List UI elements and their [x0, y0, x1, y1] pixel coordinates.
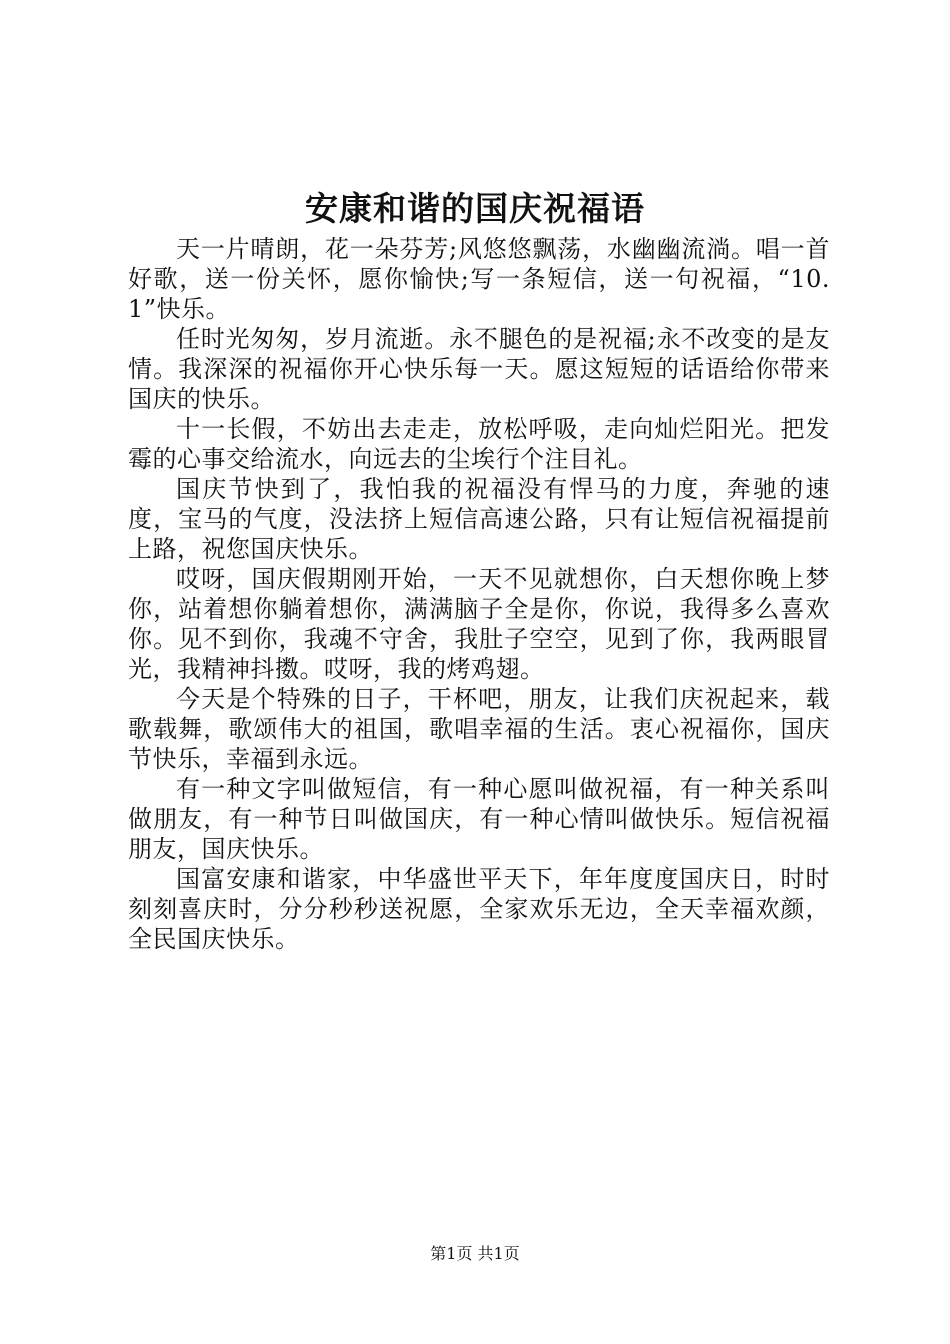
paragraph-8: 国富安康和谐家，中华盛世平天下，年年度度国庆日，时时刻刻喜庆时，分分秒秒送祝愿，全家欢乐无边，全天幸福欢颜，全民国庆快乐。 — [128, 865, 830, 953]
paragraph-3: 十一长假，不妨出去走走，放松呼吸，走向灿烂阳光。把发霉的心事交给流水，向远去的尘埃行个注目礼。 — [128, 415, 830, 473]
paragraph-1: 天一片晴朗，花一朵芬芳;风悠悠飘荡，水幽幽流淌。唱一首好歌，送一份关怀，愿你愉快;写一条短信，送一句祝福，“10.1”快乐。 — [128, 235, 830, 323]
paragraph-2: 任时光匆匆，岁月流逝。永不腿色的是祝福;永不改变的是友情。我深深的祝福你开心快乐每一天。愿这短短的话语给你带来国庆的快乐。 — [128, 325, 830, 413]
document-body — [128, 234, 830, 954]
paragraph-6: 今天是个特殊的日子，干杯吧，朋友，让我们庆祝起来，载歌载舞，歌颂伟大的祖国，歌唱幸福的生活。衷心祝福你，国庆节快乐，幸福到永远。 — [128, 685, 830, 773]
paragraph-5: 哎呀，国庆假期刚开始，一天不见就想你，白天想你晚上梦你，站着想你躺着想你，满满脑子全是你，你说，我得多么喜欢你。见不到你，我魂不守舍，我肚子空空，见到了你，我两眼冒光，我精神抖擞。哎呀，我的烤鸡翅。 — [128, 565, 830, 683]
document-title: 安康和谐的国庆祝福语 — [305, 189, 645, 228]
paragraph-7: 有一种文字叫做短信，有一种心愿叫做祝福，有一种关系叫做朋友，有一种节日叫做国庆，有一种心情叫做快乐。短信祝福朋友，国庆快乐。 — [128, 775, 830, 863]
page-footer: 第1页 共1页 — [430, 1244, 520, 1263]
paragraph-4: 国庆节快到了，我怕我的祝福没有悍马的力度，奔驰的速度，宝马的气度，没法挤上短信高速公路，只有让短信祝福提前上路，祝您国庆快乐。 — [128, 475, 830, 563]
